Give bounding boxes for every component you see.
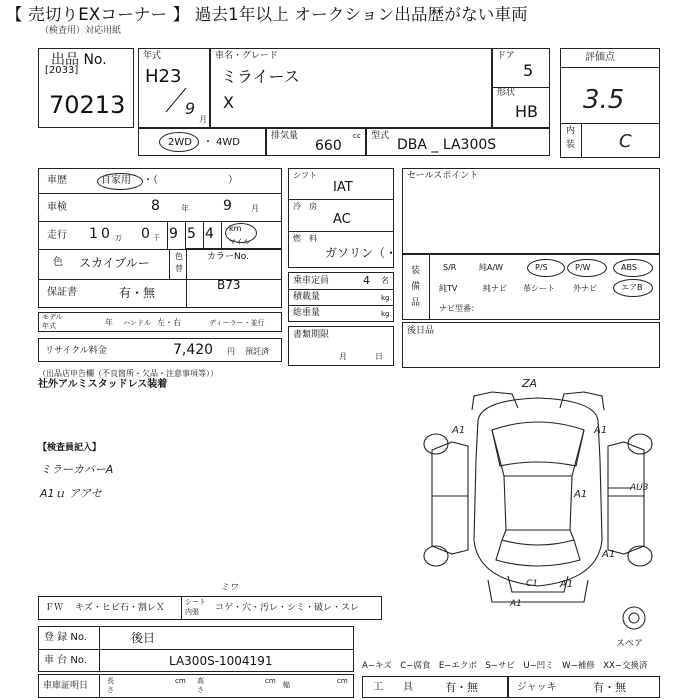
inspection-label: 車検 — [47, 202, 67, 213]
jack-box — [508, 676, 660, 698]
strip-seat-1: シート — [185, 598, 206, 606]
equip-abs: ABS — [621, 263, 637, 272]
interior-label-2: 装 — [566, 140, 576, 150]
sub-header: （検査用）対応用紙 — [40, 26, 122, 36]
equip-tv: 純TV — [439, 284, 458, 293]
equip-nav-model: ナビ型番： — [439, 304, 479, 313]
inspection-year-unit: 年 — [181, 204, 189, 213]
mileage-d5: 5 — [187, 226, 196, 242]
strip-items-1: キズ・ヒビ石・割レＸ — [75, 603, 165, 613]
equip-nav: 純ナビ — [483, 284, 507, 293]
cert-unit-3: cm — [337, 677, 348, 685]
tools-label: 工 具 — [373, 682, 413, 693]
later-date-label: 後日品 — [407, 326, 435, 336]
ac-label: 冷 房 — [293, 202, 317, 211]
color-code-label: カラーNo. — [207, 252, 249, 262]
drive-2wd: 2WD — [168, 137, 192, 148]
spec-line-1 — [289, 199, 393, 200]
jack-value: 有・無 — [593, 681, 626, 694]
capacity-block — [288, 272, 394, 322]
cert-sep — [99, 675, 100, 697]
color-label: 色 — [53, 257, 63, 268]
interior-label-1: 内 — [566, 126, 576, 136]
cert-unit-1: cm — [175, 677, 186, 685]
doors-value: 5 — [523, 61, 534, 80]
mark-rear-small: C1 — [526, 579, 539, 589]
sales-point-label: セールスポイント — [407, 171, 479, 181]
mileage-sep-4 — [221, 221, 222, 249]
mileage-d3: 0 — [141, 226, 150, 242]
color-change-2: 替 — [175, 264, 183, 273]
color-code: B73 — [217, 278, 241, 292]
cert-width: 幅 — [283, 681, 290, 689]
load-unit: kg — [381, 294, 390, 302]
registration-value: 後日 — [131, 631, 156, 645]
type-label: 型式 — [371, 131, 390, 141]
model-year-label-1: モデル — [42, 313, 63, 321]
docs-month: 月 — [339, 352, 347, 361]
spare-label: スペア — [616, 639, 644, 649]
spec-line-2 — [289, 231, 393, 232]
mark-roof: ZA — [522, 377, 538, 390]
rating-value: 3.5 — [583, 85, 625, 115]
type-box — [366, 128, 550, 156]
equip-leather: 革シート — [523, 284, 555, 293]
model-name: ミライース — [221, 67, 300, 86]
cert-height-a: 高 — [197, 677, 204, 685]
docs-block — [288, 326, 394, 366]
displacement-label: 排気量 — [271, 131, 299, 141]
model-year-year: 年 — [105, 318, 113, 327]
mileage-unit-mile: マイル — [229, 238, 250, 246]
equip-airbag: エアB — [621, 283, 643, 292]
certificate-box — [38, 674, 354, 698]
mark-rear: A1 — [560, 579, 574, 590]
mark-right-side: A1 — [602, 549, 616, 560]
spec-block — [288, 168, 398, 268]
mileage-d2: 0 — [101, 226, 110, 242]
mileage-unit-sen: 千 — [153, 234, 160, 242]
cert-length-a: 長 — [107, 677, 114, 685]
certificate-label: 車庫証明日 — [43, 681, 89, 691]
mark-left-door: A1 — [594, 425, 608, 436]
model-grade: X — [223, 93, 234, 112]
interior-value: C — [619, 131, 632, 152]
rating-divider-mid — [561, 123, 659, 124]
mileage-d4: 9 — [169, 226, 178, 242]
warranty-label: 保証書 — [47, 287, 77, 298]
color-change-1: 色 — [175, 252, 183, 261]
doors-shape-box — [492, 48, 550, 128]
mileage-unit-man: 万 — [115, 234, 122, 242]
equip-pw: P/W — [575, 263, 591, 272]
equipment-label-1: 装 — [411, 266, 421, 276]
recycle-value: 7,420 — [173, 342, 214, 358]
mileage-sep-3 — [203, 221, 204, 249]
year-slash — [162, 86, 192, 116]
displacement-unit: cc — [353, 132, 361, 140]
mark-right-arrow: AU3 — [630, 483, 649, 493]
damage-legend: A−キズ C−腐食 E−エクボ S−サビ U−凹ミ W−補修 XX−交換済 — [362, 661, 648, 671]
inspector-line-1: ミラーカバーA — [40, 463, 114, 476]
displacement-value: 660 — [315, 138, 342, 154]
docs-day: 日 — [375, 352, 383, 361]
model-year-lr: 左・右 — [157, 318, 181, 327]
strip-fw: ＦＷ — [45, 603, 64, 613]
inspector-label: 【検査員記入】 — [38, 443, 102, 453]
ac-value: AC — [333, 212, 351, 227]
docs-label: 書類期限 — [293, 330, 330, 340]
strip-items-2: コゲ・穴・汚レ・シミ・破レ・スレ — [215, 603, 360, 613]
mileage-label: 走行 — [47, 230, 67, 241]
mileage-sep-1 — [167, 221, 168, 249]
recycle-unit: 円 — [227, 347, 235, 356]
year-month-unit: 月 — [199, 115, 207, 124]
history-rest: ・（ ） — [143, 175, 238, 186]
registration-label: 登 録 No. — [44, 632, 87, 643]
shift-value: IAT — [333, 180, 353, 195]
mark-front-left: A1 — [452, 425, 466, 436]
capacity-unit: 名 — [381, 276, 389, 285]
color-value: スカイブルー — [79, 256, 150, 270]
rating-label: 評価点 — [585, 52, 615, 63]
mark-bumper: A1 — [510, 599, 522, 609]
fuel-value: ガソリン（・ — [325, 246, 398, 260]
notes-value: 社外アルミスタッドレス装着 — [38, 379, 168, 390]
rating-divider-top — [561, 67, 659, 68]
capacity-label: 乗車定員 — [293, 276, 330, 286]
reg-line — [39, 649, 353, 650]
lot-small-number: [2033] — [45, 65, 79, 76]
mileage-sep-2 — [185, 221, 186, 249]
equip-ext-nav: 外ナビ — [573, 284, 597, 293]
gross-label: 総重量 — [293, 308, 321, 318]
equip-alloy: 純A/W — [479, 263, 504, 272]
model-year-dealer: ディーラー・並行 — [209, 319, 265, 327]
lot-number: 70213 — [49, 91, 126, 119]
tools-box — [362, 676, 508, 698]
load-label: 積載量 — [293, 292, 321, 302]
recycle-label: リサイクル料金 — [45, 346, 107, 356]
capacity-value: 4 — [363, 274, 370, 287]
mileage-d6: 4 — [205, 226, 214, 242]
year-value: H23 — [145, 66, 182, 87]
strip-seat-2: 内張 — [185, 608, 199, 616]
gross-unit: kg — [381, 310, 390, 318]
lot-label: 出品 No. — [51, 52, 107, 68]
inspector-line-2: A1ｕ アアセ — [40, 487, 102, 500]
model-year-row — [38, 312, 282, 332]
type-value: DBA _ LA300S — [397, 137, 497, 153]
displacement-box — [266, 128, 366, 156]
lot-box — [38, 48, 134, 128]
mileage-d1: 1 — [89, 226, 98, 242]
jack-label: ジャッキ — [517, 682, 557, 693]
equipment-label-3: 品 — [411, 298, 421, 308]
inspection-month: 9 — [223, 198, 232, 214]
equip-sep — [429, 255, 430, 319]
history-label: 車歴 — [47, 175, 67, 186]
inspection-month-unit: 月 — [251, 204, 259, 213]
cert-height-b: さ — [197, 686, 204, 694]
inspection-year: 8 — [151, 198, 160, 214]
rating-box — [560, 48, 660, 158]
reg-sep — [99, 627, 100, 671]
history-value: 自家用 — [101, 175, 131, 186]
warranty-value: 有・無 — [119, 286, 156, 300]
model-year-label-2: 年式 — [42, 322, 56, 330]
spare-tire-icon — [620, 606, 650, 636]
recycle-box — [38, 338, 282, 362]
strip-sep — [181, 597, 182, 619]
strip-mark: ミワ — [220, 583, 239, 593]
rating-divider-vert — [581, 123, 582, 157]
drive-4wd: 4WD — [216, 137, 240, 148]
shift-label: シフト — [293, 171, 317, 180]
damage-strip — [38, 596, 382, 620]
cap-line-1 — [289, 289, 393, 290]
chassis-label: 車 台 No. — [44, 655, 87, 666]
recycle-note: 預託済 — [245, 347, 269, 356]
equipment-box — [402, 254, 660, 320]
drive-dot: ・ — [203, 137, 213, 148]
cap-line-2 — [289, 305, 393, 306]
fuel-label: 燃 料 — [293, 234, 317, 243]
doors-label: ドア — [497, 51, 515, 61]
later-date-box — [402, 322, 660, 368]
equip-ps: P/S — [535, 263, 548, 272]
sales-point-box — [402, 168, 660, 254]
color-code-box — [186, 248, 282, 308]
year-label: 年式 — [143, 51, 162, 61]
color-sep — [169, 249, 170, 279]
drive-box — [138, 128, 266, 156]
mileage-unit-km: km — [229, 224, 242, 233]
tools-value: 有・無 — [445, 681, 478, 694]
car-diagram — [412, 377, 672, 620]
model-year-handle: ハンドル — [123, 319, 151, 327]
equip-sr: S/R — [443, 263, 457, 272]
shape-value: HB — [515, 102, 539, 121]
model-label: 車名・グレード — [215, 51, 279, 61]
model-box — [210, 48, 492, 128]
registration-box — [38, 626, 354, 672]
equipment-label-2: 備 — [411, 282, 421, 292]
cert-length-b: さ — [107, 686, 114, 694]
row-line-2 — [39, 221, 281, 222]
cert-unit-2: cm — [265, 677, 276, 685]
year-month: 9 — [185, 99, 196, 118]
chassis-value: LA300S-1004191 — [169, 654, 273, 668]
banner-title: 【 売切りEXコーナー 】 過去1年以上 オークション出品歴がない車両 — [6, 5, 528, 24]
shape-label: 形状 — [497, 88, 516, 98]
row-line-1 — [39, 193, 281, 194]
mark-right-rear: A1 — [574, 489, 588, 500]
notes-label: （出品店申告欄（不良箇所・欠品・注意事項等）） — [38, 369, 218, 378]
